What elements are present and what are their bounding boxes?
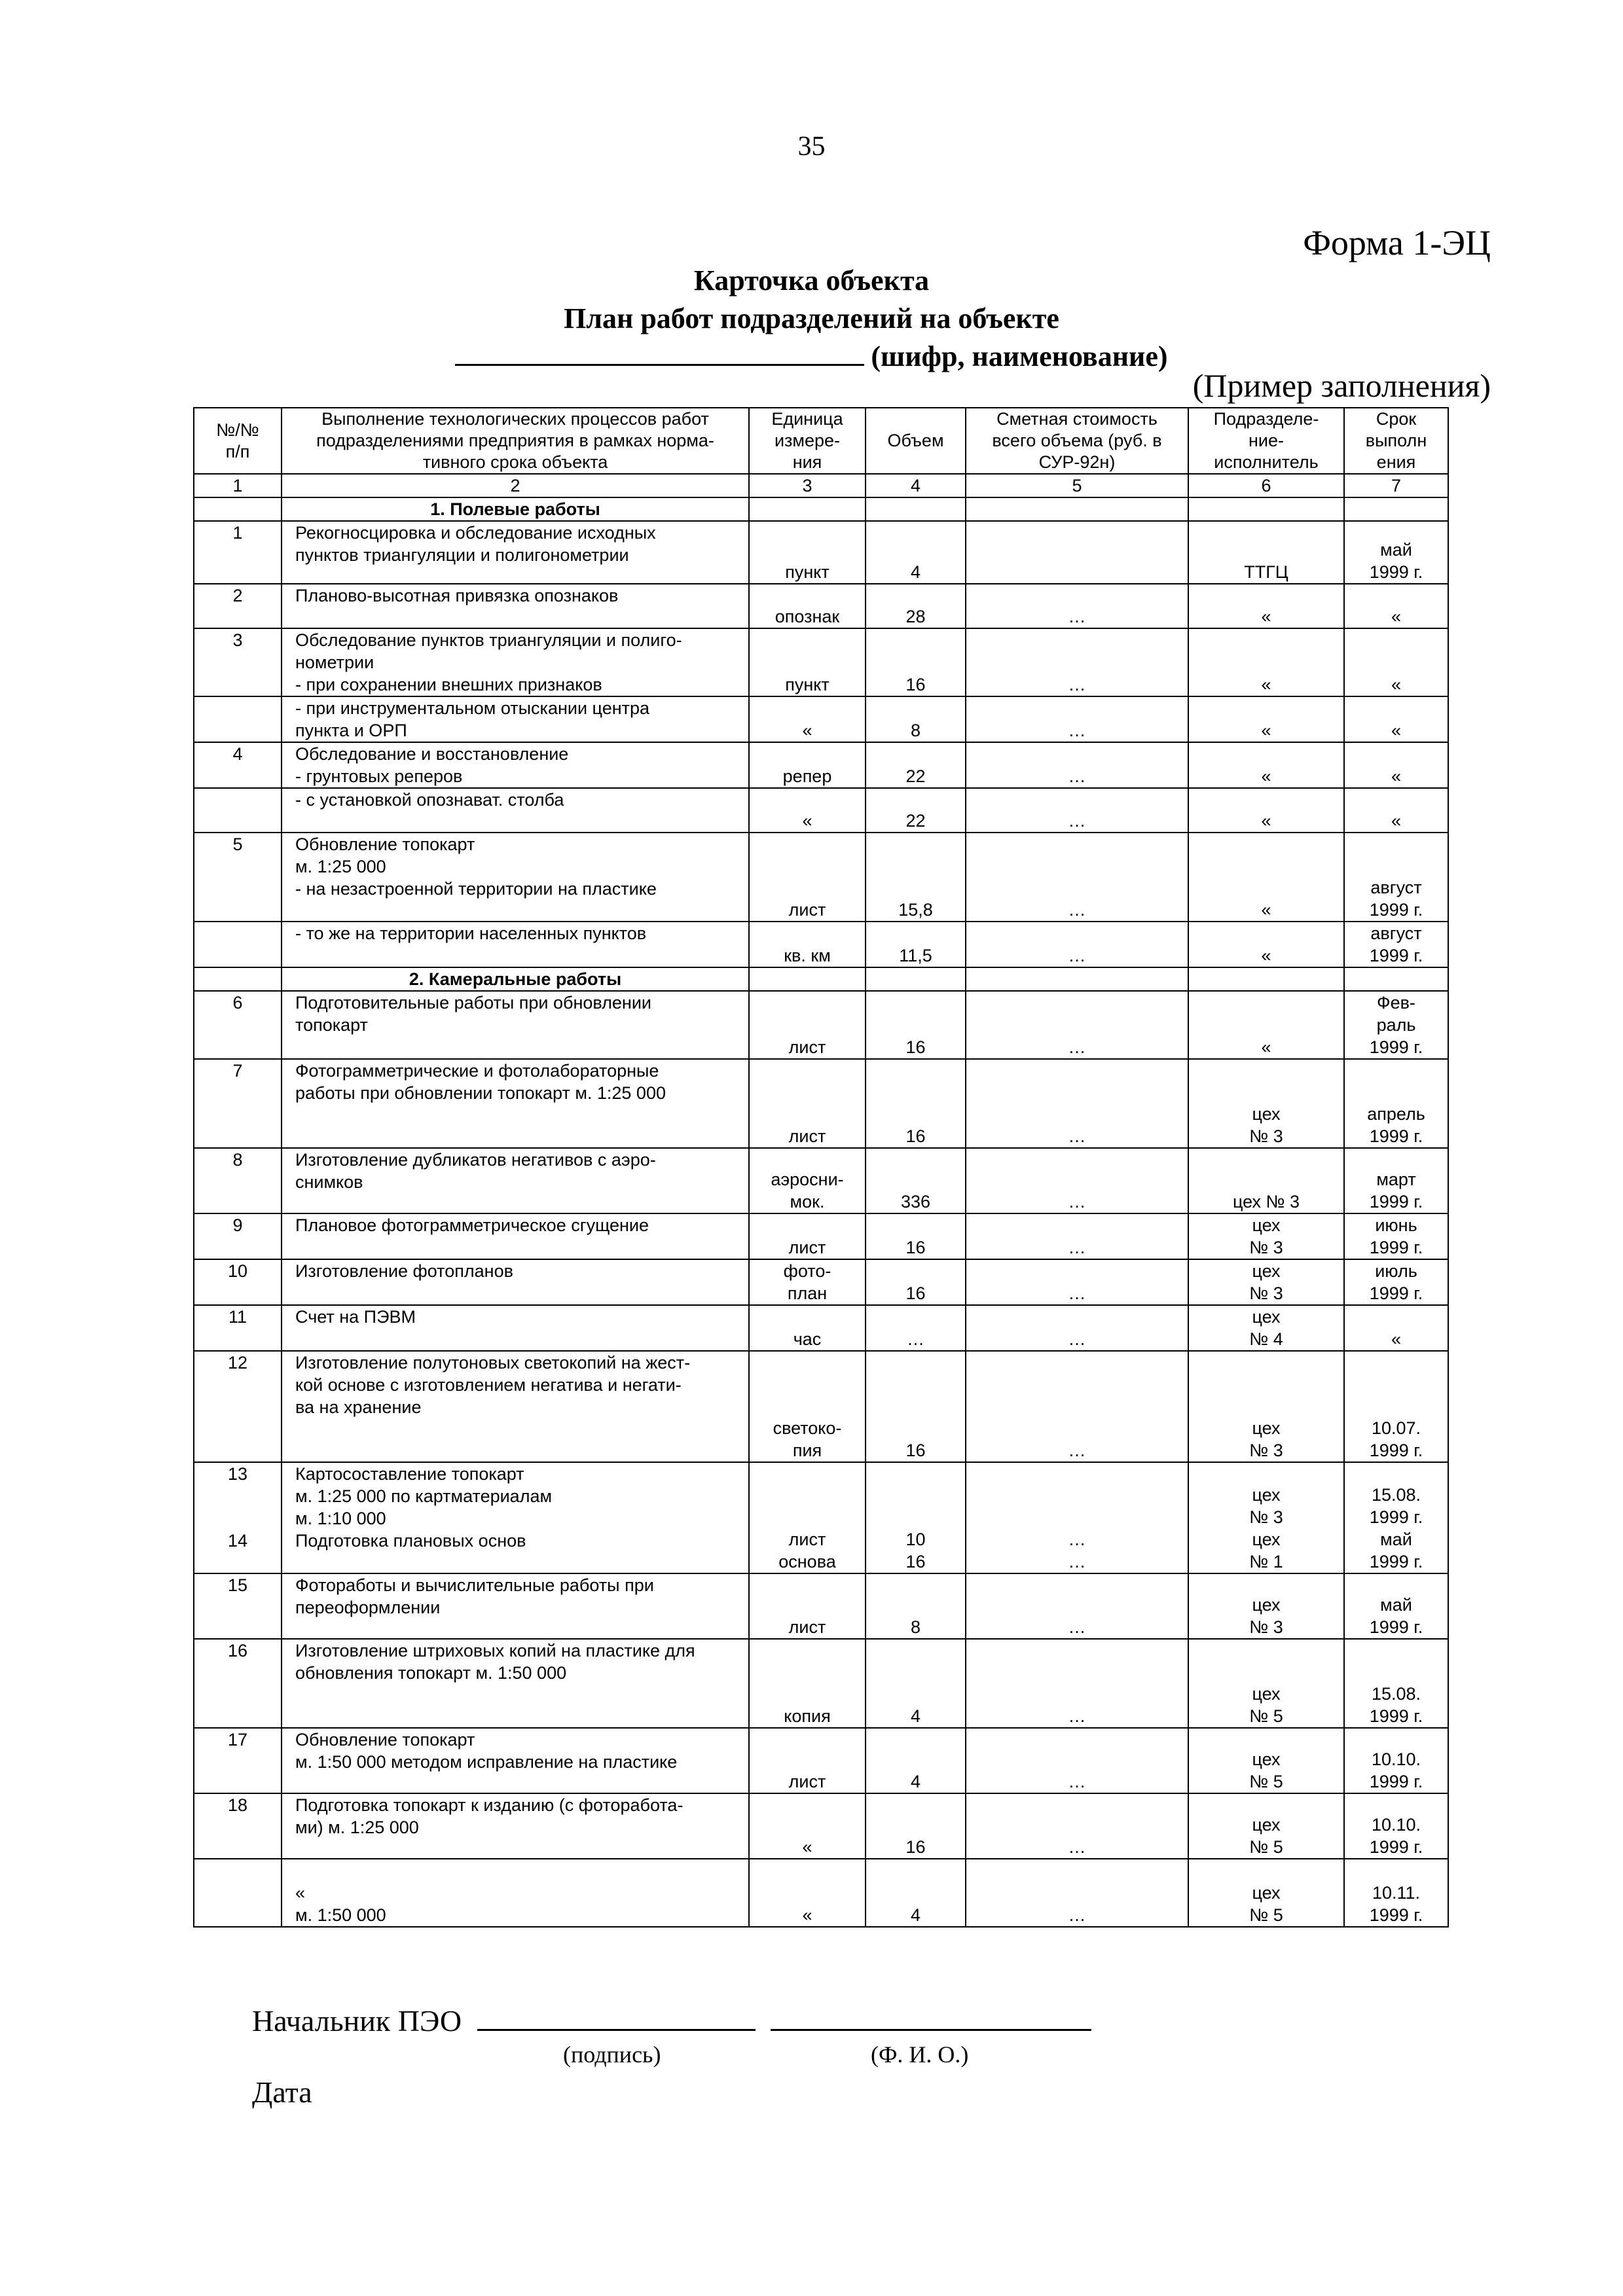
cipher-label: (шифр, наименование) <box>871 340 1168 372</box>
process-description: Обновление топокарт м. 1:50 000 методом исправление на пластике <box>282 1728 749 1793</box>
process-description: Планово-высотная привязка опознаков <box>282 584 749 628</box>
section-empty-cell <box>194 497 282 521</box>
unit-cell: « <box>749 1793 866 1859</box>
unit-cell: лист <box>749 1213 866 1259</box>
section-empty-cell <box>866 497 966 521</box>
term-cell: 10.10. 1999 г. <box>1344 1793 1448 1859</box>
column-number: 3 <box>749 474 866 497</box>
process-description: Рекогносцировка и обследование исходных пунктов триангуляции и полигонометрии <box>282 521 749 584</box>
department-cell: цех № 5 <box>1188 1859 1344 1927</box>
term-cell: май 1999 г. <box>1344 521 1448 584</box>
example-note: (Пример заполнения) <box>1192 367 1491 404</box>
volume-cell: 22 <box>866 788 966 833</box>
row-number: 13 14 <box>194 1462 282 1573</box>
column-number: 6 <box>1188 474 1344 497</box>
term-cell: « <box>1344 584 1448 628</box>
term-cell: 15.08. 1999 г. <box>1344 1639 1448 1728</box>
signature-label: Начальник ПЭО <box>252 2004 462 2037</box>
term-cell: « <box>1344 696 1448 742</box>
volume-cell: 11,5 <box>866 922 966 967</box>
volume-cell: 16 <box>866 1351 966 1462</box>
volume-cell: 16 <box>866 1259 966 1305</box>
section-row-office <box>194 967 1448 991</box>
table-row <box>194 1305 1448 1351</box>
row-number <box>194 922 282 967</box>
process-description: Картосоставление топокарт м. 1:25 000 по картматериалам м. 1:10 000 Подготовка плановых основ <box>282 1462 749 1573</box>
table-row <box>194 1859 1448 1927</box>
process-description: Изготовление штриховых копий на пластике для обновления топокарт м. 1:50 000 <box>282 1639 749 1728</box>
column-number: 2 <box>282 474 749 497</box>
cost-cell: … <box>966 1305 1188 1351</box>
department-cell: « <box>1188 584 1344 628</box>
cost-cell: … <box>966 1793 1188 1859</box>
row-number: 10 <box>194 1259 282 1305</box>
department-cell: « <box>1188 742 1344 788</box>
row-number: 16 <box>194 1639 282 1728</box>
cost-cell: … <box>966 1573 1188 1639</box>
process-description: « м. 1:50 000 <box>282 1859 749 1927</box>
process-description: Изготовление полутоновых светокопий на жест- кой основе с изготовлением негатива и негати- ва на хранение <box>282 1351 749 1462</box>
signature-caption: (подпись) <box>563 2041 661 2068</box>
signature-block <box>252 2003 1091 2038</box>
cost-cell: … <box>966 1259 1188 1305</box>
department-cell: « <box>1188 922 1344 967</box>
process-description: Обследование и восстановление - грунтовых реперов <box>282 742 749 788</box>
cost-cell: … <box>966 1059 1188 1148</box>
department-cell: ТТГЦ <box>1188 521 1344 584</box>
cost-cell: … <box>966 1351 1188 1462</box>
department-cell: цех № 3 <box>1188 1148 1344 1213</box>
table-header-row <box>194 408 1448 474</box>
cost-cell: … <box>966 742 1188 788</box>
unit-cell: лист <box>749 1728 866 1793</box>
term-cell: август 1999 г. <box>1344 833 1448 922</box>
unit-cell: « <box>749 788 866 833</box>
cost-cell: … <box>966 584 1188 628</box>
header-cost: Сметная стоимость всего объема (руб. в СУР-92н) <box>966 408 1188 474</box>
section-title-office: 2. Камеральные работы <box>282 967 749 991</box>
date-label: Дата <box>252 2075 312 2109</box>
unit-cell: аэросни- мок. <box>749 1148 866 1213</box>
section-empty-cell <box>966 967 1188 991</box>
section-empty-cell <box>1188 967 1344 991</box>
header-department: Подразделе- ние- исполнитель <box>1188 408 1344 474</box>
unit-cell: « <box>749 696 866 742</box>
department-cell: цех № 3 <box>1188 1059 1344 1148</box>
row-number: 7 <box>194 1059 282 1148</box>
form-label: Форма 1-ЭЦ <box>1303 223 1491 262</box>
unit-cell: лист основа <box>749 1462 866 1573</box>
term-cell: август 1999 г. <box>1344 922 1448 967</box>
table-row <box>194 1573 1448 1639</box>
process-description: Подготовка топокарт к изданию (с фоторабота- ми) м. 1:25 000 <box>282 1793 749 1859</box>
term-cell: « <box>1344 628 1448 696</box>
term-cell: апрель 1999 г. <box>1344 1059 1448 1148</box>
term-cell: 15.08. 1999 г. май 1999 г. <box>1344 1462 1448 1573</box>
volume-cell: 22 <box>866 742 966 788</box>
department-cell: цех № 5 <box>1188 1639 1344 1728</box>
department-cell: « <box>1188 628 1344 696</box>
table-row <box>194 1793 1448 1859</box>
table-row <box>194 833 1448 922</box>
section-empty-cell <box>1344 497 1448 521</box>
column-numbers-row <box>194 474 1448 497</box>
column-number: 5 <box>966 474 1188 497</box>
cost-cell: … <box>966 788 1188 833</box>
header-term: Срок выполн ения <box>1344 408 1448 474</box>
cost-cell: … <box>966 1728 1188 1793</box>
unit-cell: лист <box>749 833 866 922</box>
cost-cell: … <box>966 991 1188 1059</box>
process-description: Счет на ПЭВМ <box>282 1305 749 1351</box>
column-number: 4 <box>866 474 966 497</box>
term-cell: « <box>1344 788 1448 833</box>
process-description: - при инструментальном отыскании центра пункта и ОРП <box>282 696 749 742</box>
cipher-blank <box>455 338 864 366</box>
unit-cell: лист <box>749 1059 866 1148</box>
table-row <box>194 742 1448 788</box>
cost-cell: … <box>966 922 1188 967</box>
volume-cell: 4 <box>866 1639 966 1728</box>
department-cell: цех № 4 <box>1188 1305 1344 1351</box>
volume-cell: 15,8 <box>866 833 966 922</box>
cost-cell: … <box>966 1148 1188 1213</box>
section-empty-cell <box>749 497 866 521</box>
unit-cell: лист <box>749 991 866 1059</box>
term-cell: Фев- раль 1999 г. <box>1344 991 1448 1059</box>
volume-cell: 8 <box>866 1573 966 1639</box>
department-cell: цех № 3 цех № 1 <box>1188 1462 1344 1573</box>
unit-cell: лист <box>749 1573 866 1639</box>
unit-cell: копия <box>749 1639 866 1728</box>
process-description: - то же на территории населенных пунктов <box>282 922 749 967</box>
department-cell: цех № 3 <box>1188 1351 1344 1462</box>
title-block <box>0 262 1623 376</box>
department-cell: « <box>1188 833 1344 922</box>
work-plan-table <box>193 407 1449 1928</box>
term-cell: 10.10. 1999 г. <box>1344 1728 1448 1793</box>
table-row <box>194 788 1448 833</box>
table-row <box>194 922 1448 967</box>
volume-cell: 336 <box>866 1148 966 1213</box>
term-cell: « <box>1344 1305 1448 1351</box>
row-number: 17 <box>194 1728 282 1793</box>
table-row <box>194 696 1448 742</box>
term-cell: 10.11. 1999 г. <box>1344 1859 1448 1927</box>
department-cell: цех № 5 <box>1188 1793 1344 1859</box>
section-title-field: 1. Полевые работы <box>282 497 749 521</box>
department-cell: цех № 5 <box>1188 1728 1344 1793</box>
term-cell: « <box>1344 742 1448 788</box>
unit-cell: пункт <box>749 521 866 584</box>
row-number: 8 <box>194 1148 282 1213</box>
row-number: 4 <box>194 742 282 788</box>
term-cell: март 1999 г. <box>1344 1148 1448 1213</box>
unit-cell: « <box>749 1859 866 1927</box>
unit-cell: фото- план <box>749 1259 866 1305</box>
section-empty-cell <box>866 967 966 991</box>
cost-cell: … … <box>966 1462 1188 1573</box>
signature-line <box>477 2003 756 2031</box>
process-description: Подготовительные работы при обновлении топокарт <box>282 991 749 1059</box>
volume-cell: 4 <box>866 1728 966 1793</box>
table-row <box>194 1462 1448 1573</box>
unit-cell: репер <box>749 742 866 788</box>
term-cell: 10.07. 1999 г. <box>1344 1351 1448 1462</box>
cost-cell: … <box>966 833 1188 922</box>
table-row <box>194 584 1448 628</box>
table-row <box>194 1259 1448 1305</box>
row-number: 6 <box>194 991 282 1059</box>
volume-cell: 4 <box>866 521 966 584</box>
term-cell: июль 1999 г. <box>1344 1259 1448 1305</box>
name-caption: (Ф. И. О.) <box>871 2041 969 2068</box>
department-cell: « <box>1188 991 1344 1059</box>
department-cell: « <box>1188 696 1344 742</box>
title-line-2: План работ подразделений на объекте <box>564 302 1059 334</box>
process-description: Фотограмметрические и фотолабораторные работы при обновлении топокарт м. 1:25 000 <box>282 1059 749 1148</box>
term-cell: май 1999 г. <box>1344 1573 1448 1639</box>
table-row <box>194 1351 1448 1462</box>
volume-cell: 28 <box>866 584 966 628</box>
section-row-field <box>194 497 1448 521</box>
table-row <box>194 628 1448 696</box>
process-description: Изготовление дубликатов негативов с аэро- снимков <box>282 1148 749 1213</box>
section-empty-cell <box>749 967 866 991</box>
header-number: №/№ п/п <box>194 408 282 474</box>
row-number: 12 <box>194 1351 282 1462</box>
unit-cell: опознак <box>749 584 866 628</box>
cost-cell: … <box>966 628 1188 696</box>
department-cell: « <box>1188 788 1344 833</box>
section-empty-cell <box>194 967 282 991</box>
header-volume: Объем <box>866 408 966 474</box>
process-description: Обследование пунктов триангуляции и полиго- нометрии - при сохранении внешних признаков <box>282 628 749 696</box>
column-number: 7 <box>1344 474 1448 497</box>
process-description: Плановое фотограмметрическое сгущение <box>282 1213 749 1259</box>
term-cell: июнь 1999 г. <box>1344 1213 1448 1259</box>
cost-cell: … <box>966 696 1188 742</box>
cost-cell: … <box>966 1859 1188 1927</box>
row-number: 2 <box>194 584 282 628</box>
row-number: 9 <box>194 1213 282 1259</box>
table-row <box>194 1059 1448 1148</box>
unit-cell: пункт <box>749 628 866 696</box>
volume-cell: 16 <box>866 1059 966 1148</box>
name-line <box>771 2003 1091 2031</box>
unit-cell: светоко- пия <box>749 1351 866 1462</box>
table-row <box>194 1148 1448 1213</box>
cost-cell: … <box>966 1213 1188 1259</box>
process-description: Фотоработы и вычислительные работы при переоформлении <box>282 1573 749 1639</box>
volume-cell: 4 <box>866 1859 966 1927</box>
table-row <box>194 521 1448 584</box>
section-empty-cell <box>966 497 1188 521</box>
volume-cell: 16 <box>866 628 966 696</box>
row-number: 18 <box>194 1793 282 1859</box>
volume-cell: 16 <box>866 1213 966 1259</box>
row-number: 3 <box>194 628 282 696</box>
row-number <box>194 788 282 833</box>
row-number <box>194 696 282 742</box>
department-cell: цех № 3 <box>1188 1213 1344 1259</box>
row-number: 11 <box>194 1305 282 1351</box>
process-description: - с установкой опознават. столба <box>282 788 749 833</box>
cost-cell <box>966 521 1188 584</box>
section-empty-cell <box>1188 497 1344 521</box>
row-number: 15 <box>194 1573 282 1639</box>
volume-cell: 8 <box>866 696 966 742</box>
header-process: Выполнение технологических процессов работ подразделениями предприятия в рамках норма- тивного срока объекта <box>282 408 749 474</box>
table-row <box>194 991 1448 1059</box>
volume-cell: 16 <box>866 1793 966 1859</box>
process-description: Обновление топокарт м. 1:25 000 - на незастроенной территории на пластике <box>282 833 749 922</box>
section-empty-cell <box>1344 967 1448 991</box>
volume-cell: … <box>866 1305 966 1351</box>
table-row <box>194 1213 1448 1259</box>
column-number: 1 <box>194 474 282 497</box>
row-number: 5 <box>194 833 282 922</box>
title-line-1: Карточка объекта <box>693 264 930 296</box>
unit-cell: кв. км <box>749 922 866 967</box>
volume-cell: 16 <box>866 991 966 1059</box>
header-unit: Единица измере- ния <box>749 408 866 474</box>
process-description: Изготовление фотопланов <box>282 1259 749 1305</box>
table-row <box>194 1728 1448 1793</box>
row-number <box>194 1859 282 1927</box>
department-cell: цех № 3 <box>1188 1573 1344 1639</box>
cost-cell: … <box>966 1639 1188 1728</box>
unit-cell: час <box>749 1305 866 1351</box>
row-number: 1 <box>194 521 282 584</box>
page-number: 35 <box>797 132 826 162</box>
table-row <box>194 1639 1448 1728</box>
volume-cell: 10 16 <box>866 1462 966 1573</box>
department-cell: цех № 3 <box>1188 1259 1344 1305</box>
